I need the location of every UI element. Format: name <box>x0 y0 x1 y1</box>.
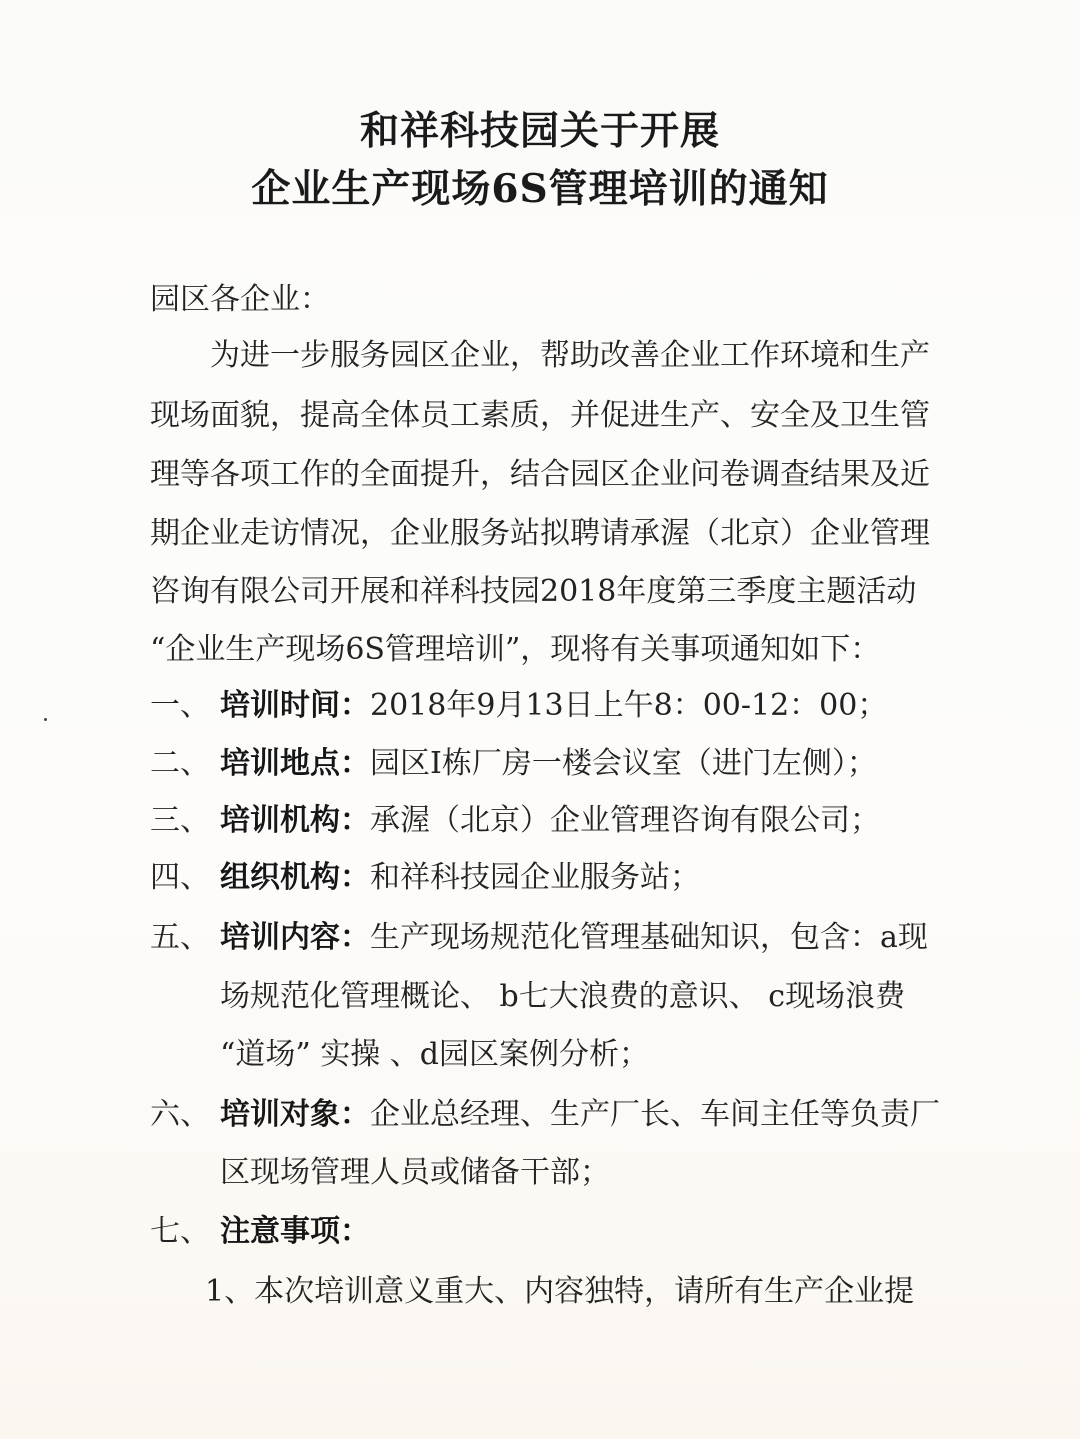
item-number: 一、 <box>150 688 210 723</box>
item-text: 承渥（北京）企业管理咨询有限公司； <box>370 803 880 838</box>
item-number: 四、 <box>150 860 210 895</box>
intro-line-4: 期企业走访情况，企业服务站拟聘请承渥（北京）企业管理 <box>150 516 930 551</box>
item-5-continuation-1: 场规范化管理概论、 b七大浪费的意识、 c现场浪费 <box>220 979 906 1014</box>
item-5 <box>150 918 928 958</box>
intro-line-3: 理等各项工作的全面提升，结合园区企业问卷调查结果及近 <box>150 457 930 492</box>
scan-speck <box>44 718 47 721</box>
item-6 <box>150 1095 940 1135</box>
intro-line-5: 咨询有限公司开展和祥科技园2018年度第三季度主题活动 <box>150 574 917 609</box>
document-title-line2: 企业生产现场6S管理培训的通知 <box>251 166 829 212</box>
intro-line-6: “企业生产现场6S管理培训”，现将有关事项通知如下： <box>150 632 881 667</box>
item-3 <box>150 801 880 841</box>
item-number: 五、 <box>150 920 210 955</box>
item-label: 培训机构： <box>220 803 370 838</box>
item-text: 和祥科技园企业服务站； <box>370 860 700 895</box>
item-6-continuation-1: 区现场管理人员或储备干部； <box>220 1155 610 1190</box>
item-number: 二、 <box>150 746 210 781</box>
item-text: 企业总经理、生产厂长、车间主任等负责厂 <box>370 1097 940 1132</box>
item-number: 七、 <box>150 1214 210 1249</box>
item-1 <box>150 686 887 726</box>
intro-line-2: 现场面貌，提高全体员工素质，并促进生产、安全及卫生管 <box>150 398 930 433</box>
item-number: 六、 <box>150 1097 210 1132</box>
item-text: 园区I栋厂房一楼会议室（进门左侧）； <box>370 746 877 781</box>
note-1: 1、本次培训意义重大、内容独特，请所有生产企业提 <box>205 1274 915 1309</box>
item-4 <box>150 858 700 898</box>
item-label: 培训内容： <box>220 920 370 955</box>
intro-line-1: 为进一步服务园区企业，帮助改善企业工作环境和生产 <box>210 338 930 373</box>
item-label: 培训时间： <box>220 688 370 723</box>
item-label: 培训对象： <box>220 1097 370 1132</box>
item-5-continuation-2: “道场” 实操 、d园区案例分析； <box>220 1037 649 1072</box>
item-label: 培训地点： <box>220 746 370 781</box>
item-label: 组织机构： <box>220 860 370 895</box>
item-text: 2018年9月13日上午8：00-12：00； <box>370 688 888 723</box>
item-text: 生产现场规范化管理基础知识，包含：a现 <box>370 920 928 955</box>
document-title-line1: 和祥科技园关于开展 <box>359 108 720 154</box>
item-number: 三、 <box>150 803 210 838</box>
item-2 <box>150 744 877 784</box>
item-7 <box>150 1212 370 1252</box>
salutation: 园区各企业： <box>150 282 330 317</box>
item-label: 注意事项： <box>220 1214 370 1249</box>
